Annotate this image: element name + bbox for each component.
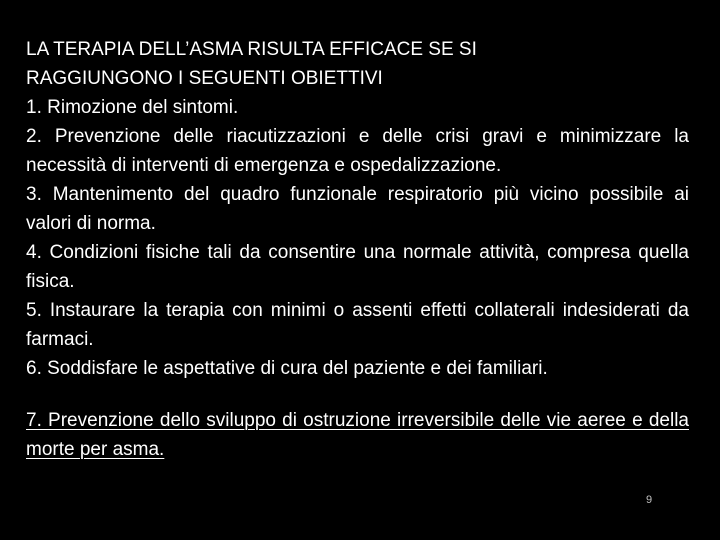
slide-title-line-1: LA TERAPIA DELL’ASMA RISULTA EFFICACE SE SI: [26, 39, 477, 60]
slide-content: [26, 35, 689, 464]
spacer: [26, 383, 689, 406]
objective-item-3: 3. Mantenimento del quadro funzionale respiratorio più vicino possibile ai valori di norma.: [26, 184, 689, 234]
objective-item-4: 4. Condizioni fisiche tali da consentire una normale attività, compresa quella fisica.: [26, 242, 689, 292]
objective-item-1: 1. Rimozione del sintomi.: [26, 97, 239, 118]
objective-item-5: 5. Instaurare la terapia con minimi o assenti effetti collaterali indesiderati da farmaci.: [26, 300, 689, 350]
objective-item-2: 2. Prevenzione delle riacutizzazioni e delle crisi gravi e minimizzare la necessità di interventi di emergenza e ospedalizzazione.: [26, 126, 689, 176]
slide-title-line-2: RAGGIUNGONO I SEGUENTI OBIETTIVI: [26, 68, 383, 89]
objective-item-6: 6. Soddisfare le aspettative di cura del paziente e dei familiari.: [26, 358, 548, 379]
objective-item-7: 7. Prevenzione dello sviluppo di ostruzione irreversibile delle vie aeree e della morte per asma.: [26, 410, 689, 460]
page-number: 9: [646, 494, 653, 506]
